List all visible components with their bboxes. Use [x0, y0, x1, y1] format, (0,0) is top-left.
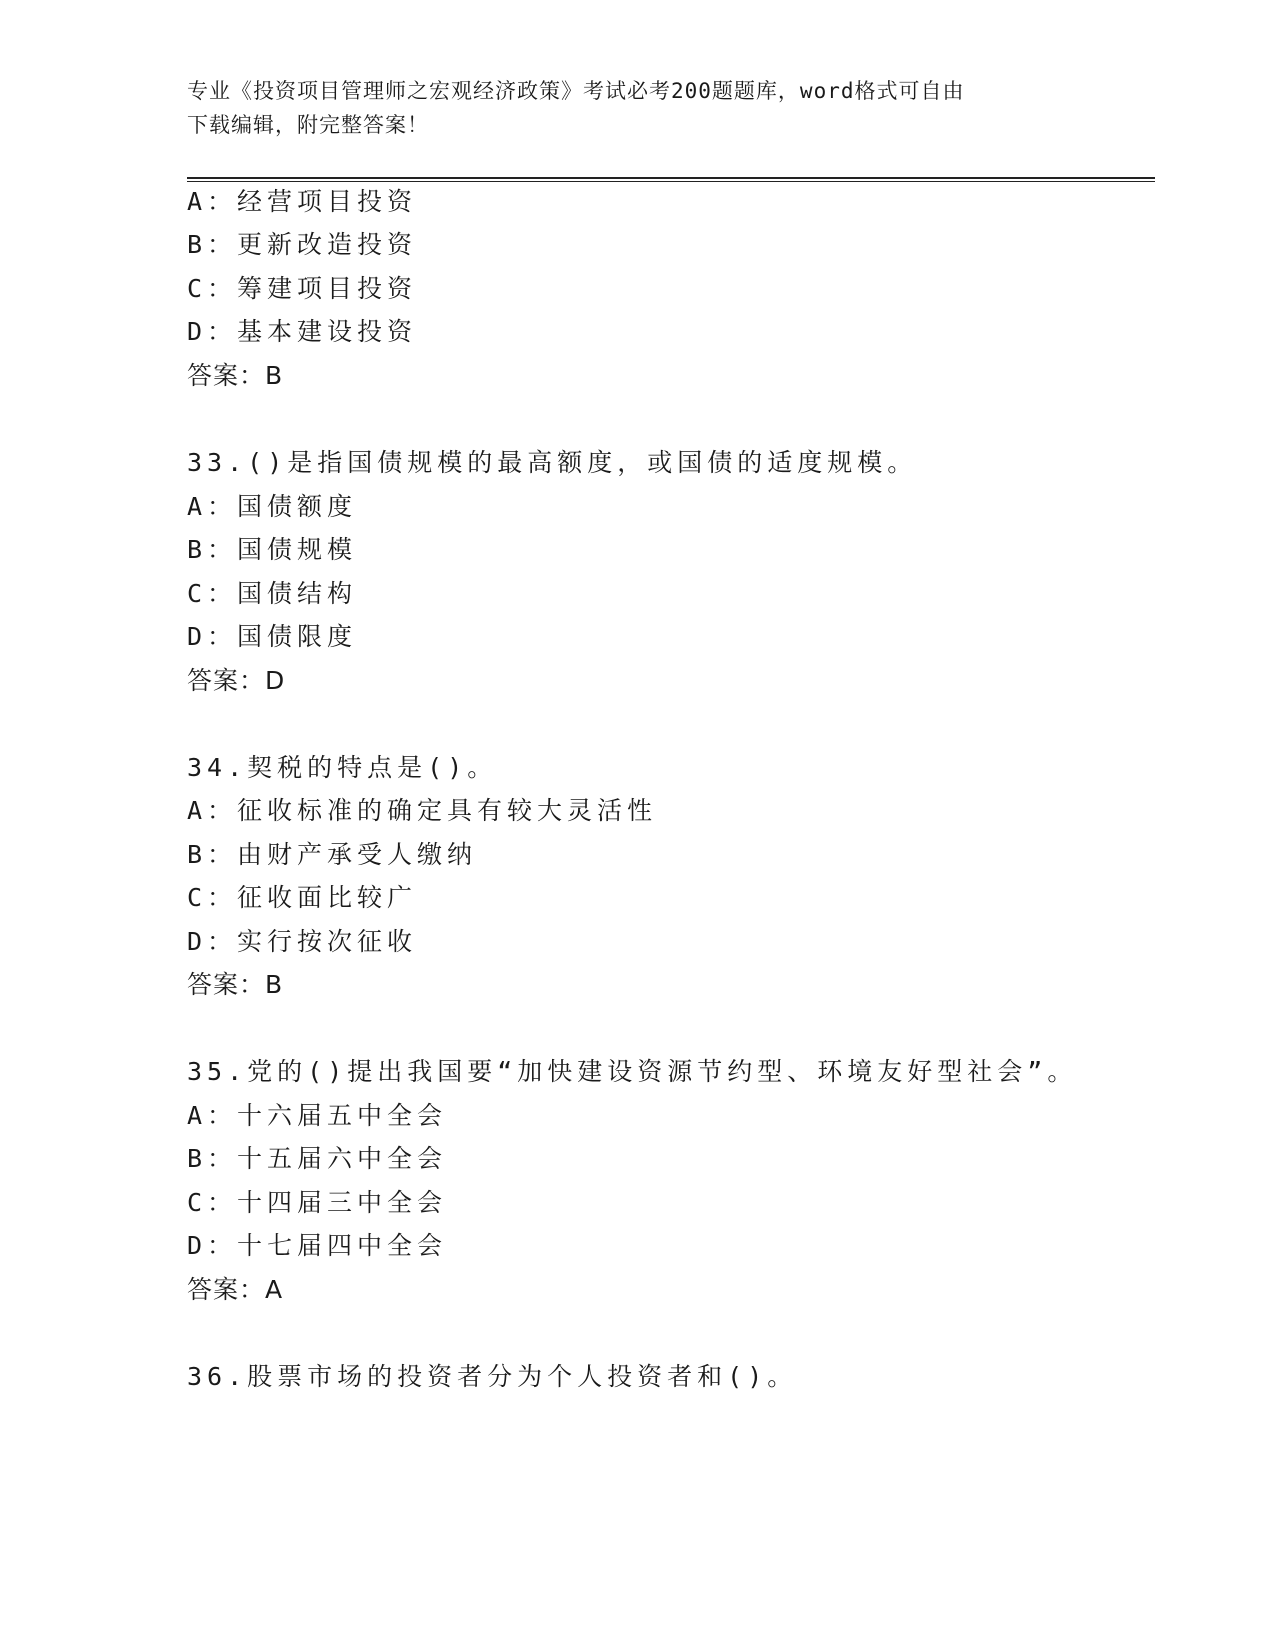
q35-option-d: D：十七届四中全会: [187, 1231, 448, 1260]
header-line-1: 专业《投资项目管理师之宏观经济政策》考试必考200题题库，word格式可自由: [187, 79, 965, 103]
q32-option-a: A：经营项目投资: [187, 187, 418, 216]
q35-option-a: A：十六届五中全会: [187, 1101, 448, 1130]
q33-option-c: C：国债结构: [187, 579, 358, 608]
header-divider: [187, 177, 1155, 182]
q33-option-a: A：国债额度: [187, 492, 358, 521]
q35-option-b: B：十五届六中全会: [187, 1144, 448, 1173]
header-line-2: 下载编辑，附完整答案！: [187, 113, 429, 137]
q32-answer: 答案：B: [187, 361, 284, 390]
q36-question: 36.股票市场的投资者分为个人投资者和()。: [187, 1362, 798, 1391]
q33-question: 33.()是指国债规模的最高额度，或国债的适度规模。: [187, 448, 918, 477]
q35-answer: 答案：A: [187, 1275, 284, 1304]
q32-option-d: D：基本建设投资: [187, 317, 418, 346]
q33-option-d: D：国债限度: [187, 622, 358, 651]
q34-option-d: D：实行按次征收: [187, 927, 418, 956]
q32-option-b: B：更新改造投资: [187, 230, 418, 259]
q35-option-c: C：十四届三中全会: [187, 1188, 448, 1217]
q34-option-a: A：征收标准的确定具有较大灵活性: [187, 796, 658, 825]
q34-option-c: C：征收面比较广: [187, 883, 418, 912]
q32-option-c: C：筹建项目投资: [187, 274, 418, 303]
q34-question: 34.契税的特点是()。: [187, 753, 498, 782]
document-header: [187, 74, 1067, 142]
q35-question: 35.党的()提出我国要“加快建设资源节约型、环境友好型社会”。: [187, 1057, 1078, 1086]
q34-option-b: B：由财产承受人缴纳: [187, 840, 478, 869]
q33-option-b: B：国债规模: [187, 535, 358, 564]
q33-answer: 答案：D: [187, 666, 286, 695]
q34-answer: 答案：B: [187, 970, 284, 999]
